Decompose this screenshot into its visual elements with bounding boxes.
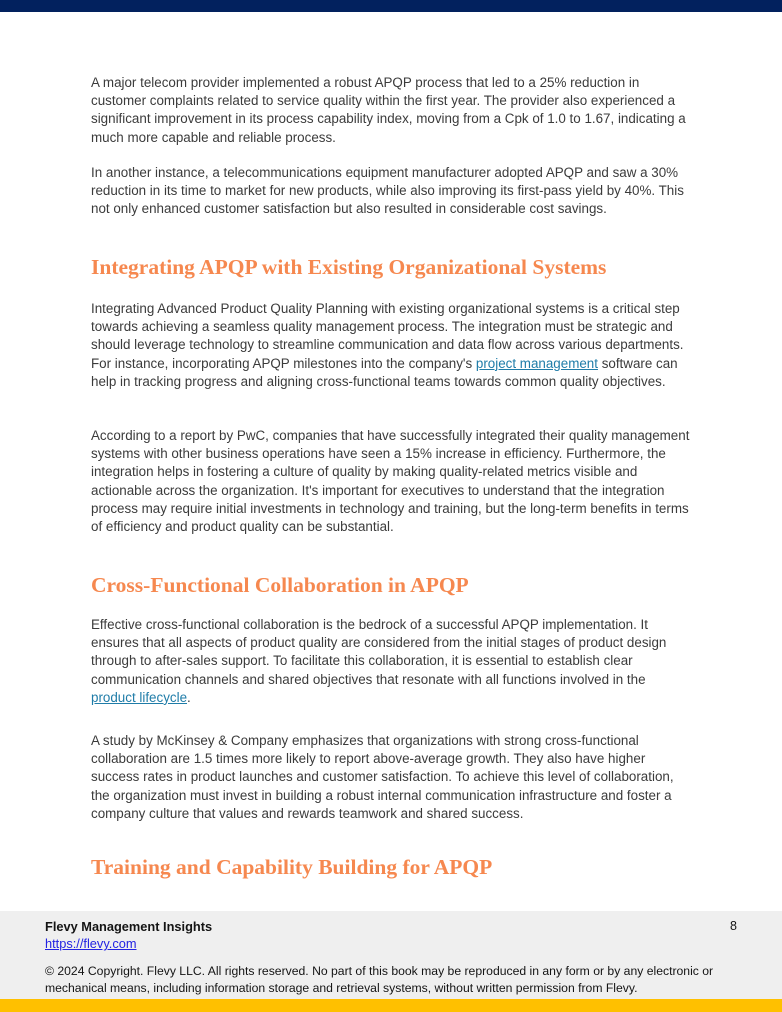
copyright-notice: © 2024 Copyright. Flevy LLC. All rights reserved. No part of this book may be reproduced in any form or by any electronic or mechanical means, including information storage and retrieval systems, without written permission from Flevy. (45, 964, 714, 995)
footer-brand-title: Flevy Management Insights (45, 919, 213, 934)
project-management-link[interactable]: project management (475, 355, 598, 371)
paragraph-collaboration (91, 616, 692, 707)
product-lifecycle-link[interactable]: product lifecycle (91, 689, 188, 705)
page-top-border (0, 0, 782, 12)
paragraph-integration (91, 300, 692, 391)
paragraph-mckinsey-study: A study by McKinsey & Company emphasizes that organizations with strong cross-functional collaboration are 1.5 times more likely to report above-average growth. They also have higher success rates in product launches and customer satisfaction. To achieve this level of collaboration, the organization must invest in building a robust internal communication infrastructure and foster a company culture that values and rewards teamwork and shared success. (91, 733, 674, 821)
paragraph-text: software can help in tracking progress and aligning cross-functional teams towards common quality objectives. (91, 355, 678, 389)
section-heading-cross-functional: Cross-Functional Collaboration in APQP (91, 573, 469, 597)
paragraph-equipment-manufacturer: In another instance, a telecommunications equipment manufacturer adopted APQP and saw a 30% reduction in its time to market for new products, while also improving its first-pass yield by 40%. This not only enhanced customer satisfaction but also resulted in considerable cost savings. (91, 165, 684, 217)
flevy-url-link[interactable]: https://flevy.com (45, 936, 137, 951)
paragraph-text: Integrating Advanced Product Quality Planning with existing organizational systems is a critical step towards achieving a seamless quality management process. The integration must be strategic and should leverage technology to streamline communication and data flow across various departments. For instance, incorporating APQP milestones into the company's (91, 301, 684, 371)
page-bottom-border (0, 999, 782, 1012)
page-number: 8 (730, 919, 737, 933)
page-footer (0, 911, 782, 999)
section-heading-training: Training and Capability Building for APQP (91, 855, 493, 879)
paragraph-text: . (187, 689, 191, 705)
paragraph-text: Effective cross-functional collaboration is the bedrock of a successful APQP implementation. It ensures that all aspects of product quality are considered from the initial stages of product design through to after-sales support. To facilitate this collaboration, it is essential to establish clear communication channels and shared objectives that resonate with all functions involved in the (91, 617, 667, 687)
paragraph-telecom-provider: A major telecom provider implemented a robust APQP process that led to a 25% reduction in customer complaints related to service quality within the first year. The provider also experienced a significant improvement in its process capability index, moving from a Cpk of 1.0 to 1.67, indicating a much more capable and reliable process. (91, 75, 686, 145)
paragraph-pwc-report: According to a report by PwC, companies that have successfully integrated their quality management systems with other business operations have seen a 15% increase in efficiency. Furthermore, the integration helps in fostering a culture of quality by making quality-related metrics visible and actionable across the organization. It's important for executives to understand that the integration process may require initial investments in technology and training, but the long-term benefits in terms of efficiency and product quality can be substantial. (91, 428, 690, 535)
section-heading-integrating-apqp: Integrating APQP with Existing Organizational Systems (91, 255, 607, 279)
